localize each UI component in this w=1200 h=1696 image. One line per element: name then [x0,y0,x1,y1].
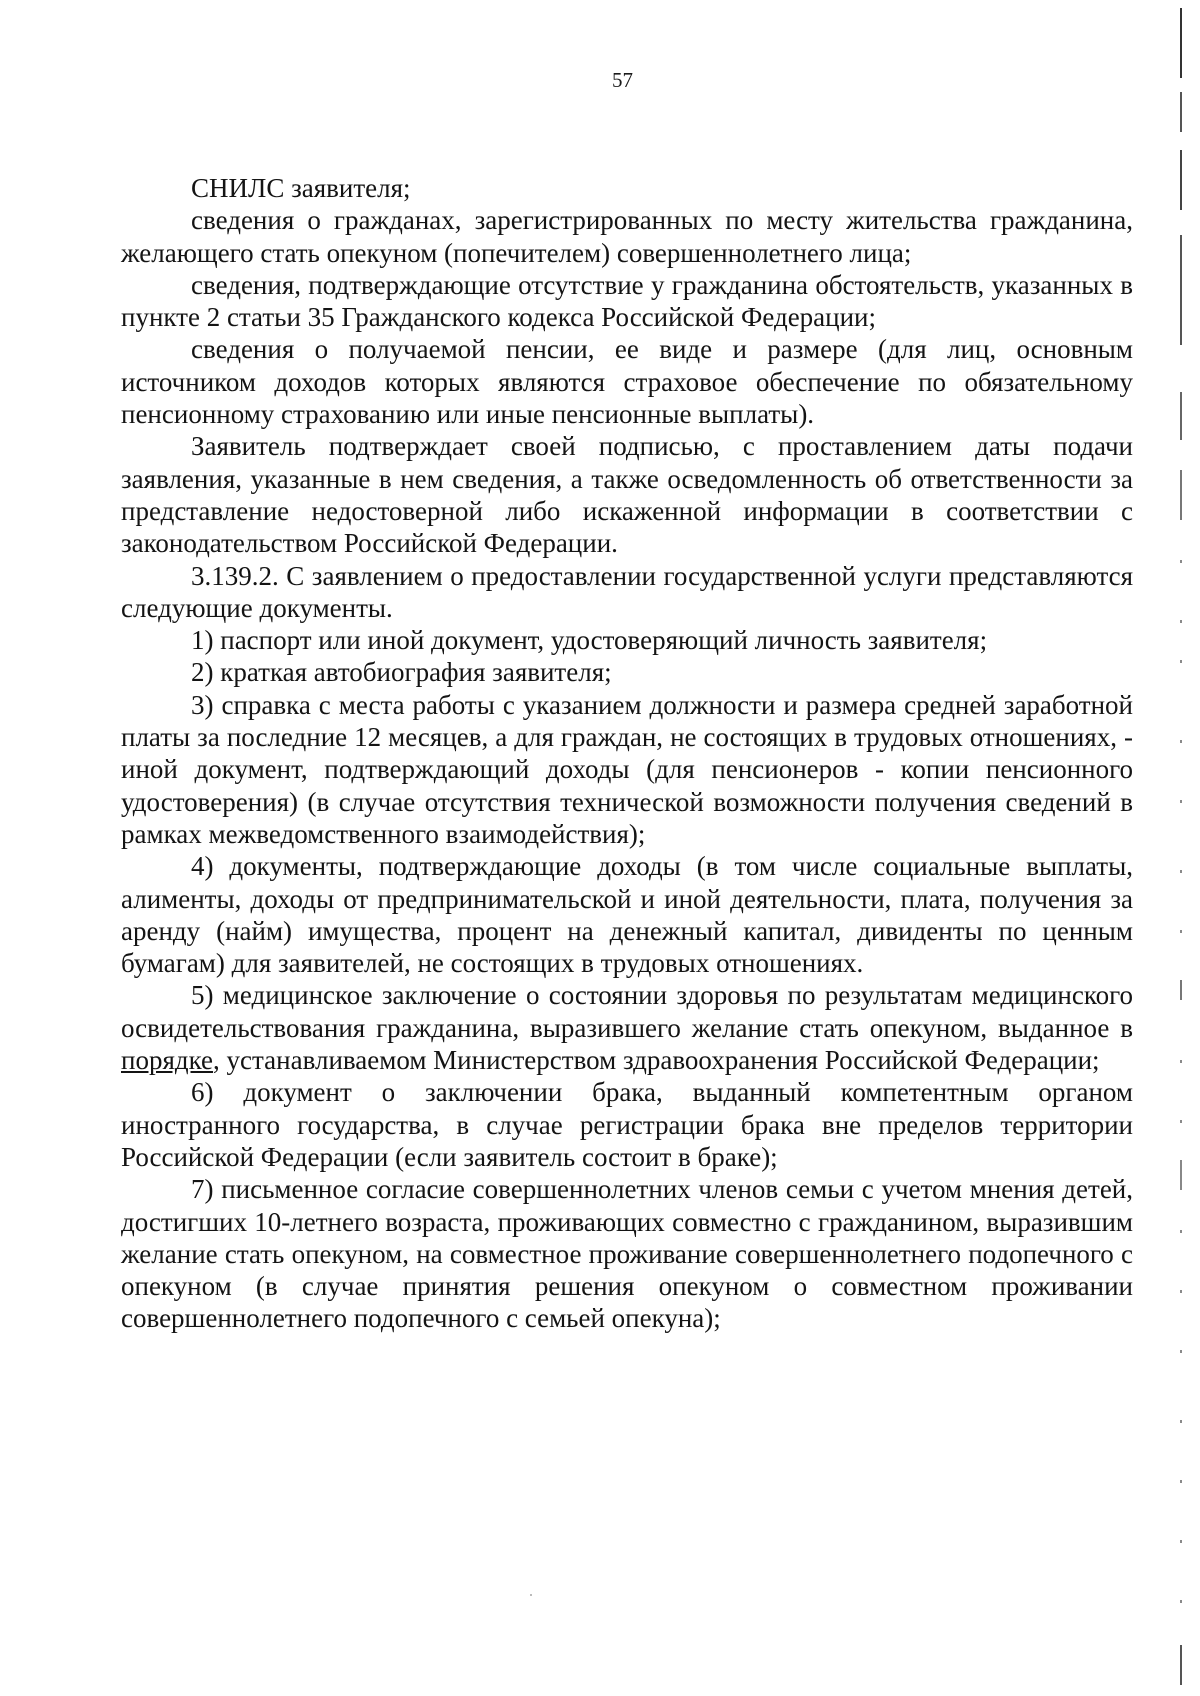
paragraph-applicant-confirms: Заявитель подтверждает своей подписью, с проставлением даты подачи заявления, указанные в нем сведения, а также осведомленность об ответственности за представление недостоверной либо искаженной информации в соответствии с законодательством Российской Федерации. [121,431,1133,559]
paragraph-3-139-2: 3.139.2. С заявлением о предоставлении государственной услуги представляются следующие документы. [121,560,1133,623]
paragraph-absence-circumstances: сведения, подтверждающие отсутствие у гражданина обстоятельств, указанных в пункте 2 статьи 35 Гражданского кодекса Российской Федерации; [121,269,1133,333]
paragraph-pension-info: сведения о получаемой пенсии, ее виде и размере (для лиц, основным источником доходов которых являются страховое обеспечение по обязательному пенсионному страхованию или иные пенсионные выплаты). [121,334,1133,430]
scan-dot [1180,740,1182,743]
scan-dot [1180,1120,1182,1123]
scan-edge-line [1180,980,1182,1000]
scan-edge-line [1180,150,1182,210]
scan-edge-line [1180,92,1182,132]
list-item-3: 3) справка с места работы с указанием должности и размера средней заработной платы за последние 12 месяцев, а для граждан, не состоящих в трудовых отношениях, - иной документ, подтверждающий доходы (для пенсионеров - копии пенсионного удостоверения) (в случае отсутствия технической возможности получения сведений в рамках межведомственного взаимодействия); [121,689,1133,849]
scan-dot [1180,1060,1182,1063]
scan-dot [1180,660,1182,663]
scan-dot [1180,560,1182,563]
page-number: 57 [612,68,633,92]
list-item-1: 1) паспорт или иной документ, удостоверяющий личность заявителя; [191,625,988,656]
scan-dot [1180,1540,1182,1543]
scan-edge-line [1180,1160,1182,1190]
scan-dot [1180,1420,1182,1423]
scan-edge-line [1180,235,1182,345]
scan-edge-line [1180,470,1182,520]
paragraph-registered-citizens: сведения о гражданах, зарегистрированных по месту жительства гражданина, желающего стать опекуном (попечителем) совершеннолетнего лица; [121,205,1133,268]
scan-dot [1180,1480,1182,1483]
scan-dot [1180,1600,1182,1603]
order-link[interactable]: порядке [121,1045,214,1076]
list-item-5-text-before: 5) медицинское заключение о состоянии здоровья по результатам медицинского освидетельствования гражданина, выразившего желание стать опекуном, выданное в [121,980,1133,1043]
list-item-5-text-after: , устанавливаемом Министерством здравоохранения Российской Федерации; [213,1045,1100,1076]
list-item-4: 4) документы, подтверждающие доходы (в том числе социальные выплаты, алименты, доходы от предпринимательской и иной деятельности, плата, получения за аренду (найм) имущества, процент на денежный капитал, дивиденты по ценным бумагам) для заявителей, не состоящих в трудовых отношениях. [121,851,1133,979]
scan-dot [1180,870,1182,873]
scan-edge-line [1180,392,1182,440]
document-body [121,172,1133,1335]
scan-dot [1180,620,1182,623]
list-item-6: 6) документ о заключении брака, выданный компетентным органом иностранного государства, в случае регистрации брака вне пределов территории Российской Федерации (если заявитель состоит в браке); [121,1077,1133,1172]
paragraph-snils: СНИЛС заявителя; [191,173,411,203]
list-item-5 [121,979,1133,1076]
list-item-2: 2) краткая автобиография заявителя; [191,657,612,688]
scan-dot [1180,930,1182,933]
scan-speck [530,1594,532,1596]
list-item-7: 7) письменное согласие совершеннолетних членов семьи с учетом мнения детей, достигших 10-летнего возраста, проживающих совместно с гражданином, выразившим желание стать опекуном, на совместное проживание совершеннолетнего подопечного с опекуном (в случае принятия решения опекуном о совместном проживании совершеннолетнего подопечного с семьей опекуна); [121,1174,1133,1334]
scan-edge-line [1180,8,1182,78]
scan-edge-line [1180,1645,1182,1685]
scan-dot [1180,1230,1182,1233]
scan-dot [1180,1350,1182,1353]
scan-dot [1180,1290,1182,1293]
scan-dot [1180,800,1182,803]
